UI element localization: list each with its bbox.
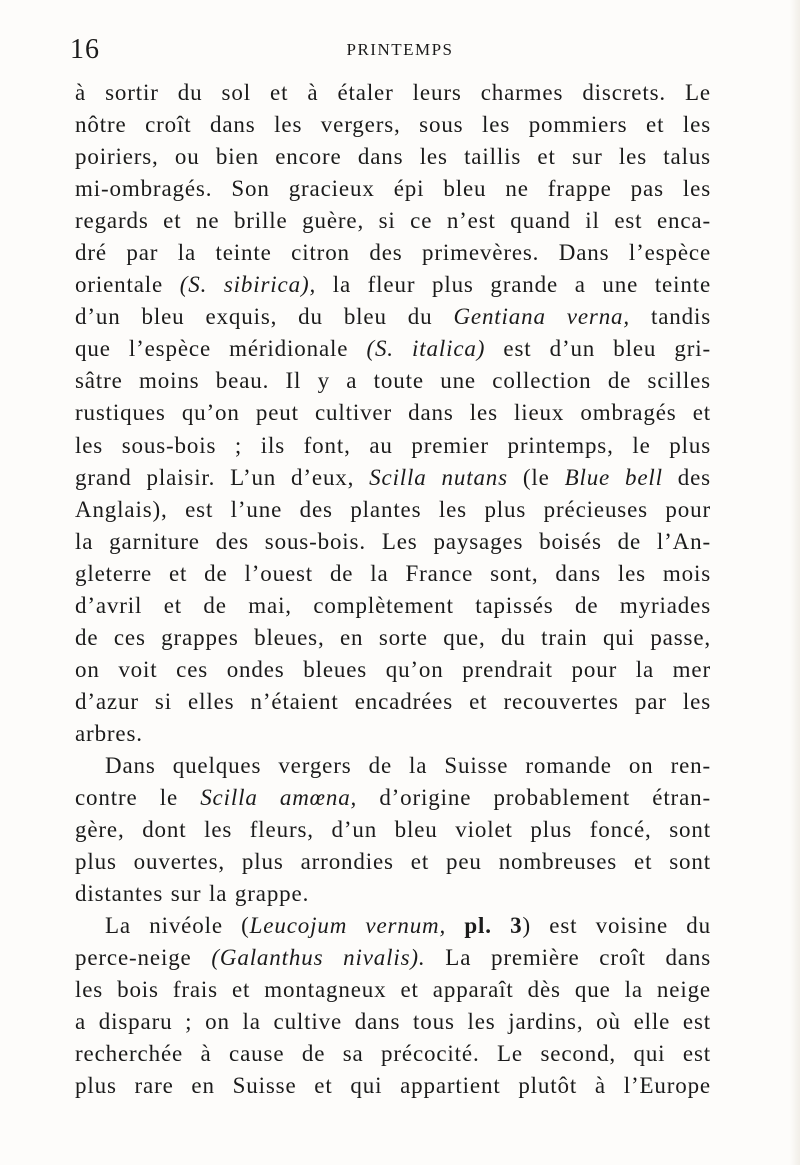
text-segment: poiriers, ou bien encore dans les taillis et sur les talus [75, 144, 711, 170]
text-segment: contre le [75, 785, 201, 811]
page-header [70, 30, 730, 70]
text-segment: on voit ces ondes bleues qu’on prendrait pour la mer [75, 656, 711, 682]
text-segment: plus ouvertes, plus arrondies et peu nombreuses et sont [75, 849, 711, 875]
text-segment: que l’espèce méridionale [75, 336, 367, 362]
italic-text: (S. italica) [366, 336, 486, 362]
text-line [75, 846, 711, 878]
text-segment: est d’un bleu gri- [485, 336, 712, 362]
text-segment: La nivéole ( [105, 913, 250, 939]
text-line [75, 910, 711, 942]
text-segment: Dans quelques vergers de la Suisse romande on ren- [105, 752, 711, 778]
text-line [75, 430, 711, 462]
page-edge-shadow [790, 0, 800, 1165]
text-segment: des [662, 464, 711, 490]
text-line [75, 654, 711, 686]
text-segment: (le [507, 464, 565, 490]
text-line [75, 878, 711, 910]
italic-text: Blue bell [564, 464, 663, 490]
text-segment: a disparu ; on la cultive dans tous les jardins, où elle est [75, 1009, 711, 1035]
text-line [75, 782, 711, 814]
body-text [75, 77, 711, 1103]
italic-text: Scilla amœna, [200, 785, 358, 811]
text-segment: la fleur plus grande a une teinte [316, 272, 712, 298]
italic-text: (S. sibirica), [179, 272, 317, 298]
text-segment: de ces grappes bleues, en sorte que, du train qui passe, [75, 624, 711, 650]
text-segment: sâtre moins beau. Il y a toute une collection de scilles [75, 368, 711, 394]
text-line [75, 397, 711, 429]
text-segment: perce-neige [75, 945, 212, 971]
text-line [75, 942, 711, 974]
text-segment: à sortir du sol et à étaler leurs charmes discrets. Le [75, 80, 711, 105]
text-segment: regards et ne brille guère, si ce n’est quand il est enca- [75, 208, 711, 234]
page-number: 16 [70, 34, 100, 65]
text-segment: grand plaisir. L’un d’eux, [75, 464, 370, 490]
text-line [75, 750, 711, 782]
italic-text: Gentiana verna, [453, 304, 631, 330]
text-segment: Anglais), est l’une des plantes les plus précieuses pour [75, 496, 711, 522]
text-line [75, 526, 711, 558]
text-segment: gère, dont les fleurs, d’un bleu violet plus foncé, sont [75, 817, 711, 843]
text-line [75, 558, 711, 590]
italic-text: (Galanthus nivalis). [211, 945, 426, 971]
text-segment: distantes sur la grappe. [75, 881, 310, 907]
text-line [75, 109, 711, 141]
text-segment: d’origine probablement étran- [357, 785, 711, 811]
text-line [75, 622, 711, 654]
text-line [75, 173, 711, 205]
text-segment: recherchée à cause de sa précocité. Le second, qui est [75, 1041, 711, 1067]
text-line [75, 205, 711, 237]
text-line [75, 365, 711, 397]
italic-text: Scilla nutans [369, 464, 508, 490]
text-line [75, 77, 711, 109]
text-segment: nôtre croît dans les vergers, sous les pommiers et les [75, 112, 711, 138]
bold-text: pl. 3 [464, 913, 523, 939]
running-title: PRINTEMPS [346, 40, 454, 59]
text-line [75, 301, 711, 333]
text-line [75, 237, 711, 269]
text-line [75, 1006, 711, 1038]
text-segment: plus rare en Suisse et qui appartient plutôt à l’Europe [75, 1073, 711, 1099]
text-segment: mi-ombragés. Son gracieux épi bleu ne frappe pas les [75, 176, 711, 202]
text-line [75, 718, 711, 750]
text-segment: rustiques qu’on peut cultiver dans les lieux ombragés et [75, 400, 711, 426]
text-segment: ) est voisine du [522, 913, 711, 939]
text-line [75, 590, 711, 622]
text-segment: les sous-bois ; ils font, au premier printemps, le plus [75, 432, 711, 458]
italic-text: Leucojum vernum, [249, 913, 447, 939]
text-segment: la garniture des sous-bois. Les paysages boisés de l’An- [75, 528, 711, 554]
text-line [75, 462, 711, 494]
text-segment: d’avril et de mai, complètement tapissés de myriades [75, 592, 711, 618]
text-segment: gleterre et de l’ouest de la France sont, dans les mois [75, 560, 711, 586]
text-segment: dré par la teinte citron des primevères. Dans l’espèce [75, 240, 711, 266]
text-line [75, 1038, 711, 1070]
text-line [75, 1070, 711, 1102]
text-segment: d’un bleu exquis, du bleu du [75, 304, 454, 330]
text-segment: La première croît dans [425, 945, 712, 971]
text-segment: tandis [630, 304, 712, 330]
text-segment: d’azur si elles n’étaient encadrées et recouvertes par les [75, 688, 711, 714]
text-segment [446, 913, 464, 938]
text-line [75, 494, 711, 526]
text-line [75, 333, 711, 365]
text-line [75, 686, 711, 718]
text-segment: les bois frais et montagneux et apparaît dès que la neige [75, 977, 711, 1003]
text-segment: orientale [75, 272, 180, 298]
text-segment: arbres. [75, 720, 143, 746]
text-line [75, 141, 711, 173]
text-line [75, 814, 711, 846]
text-line [75, 974, 711, 1006]
text-line [75, 269, 711, 301]
